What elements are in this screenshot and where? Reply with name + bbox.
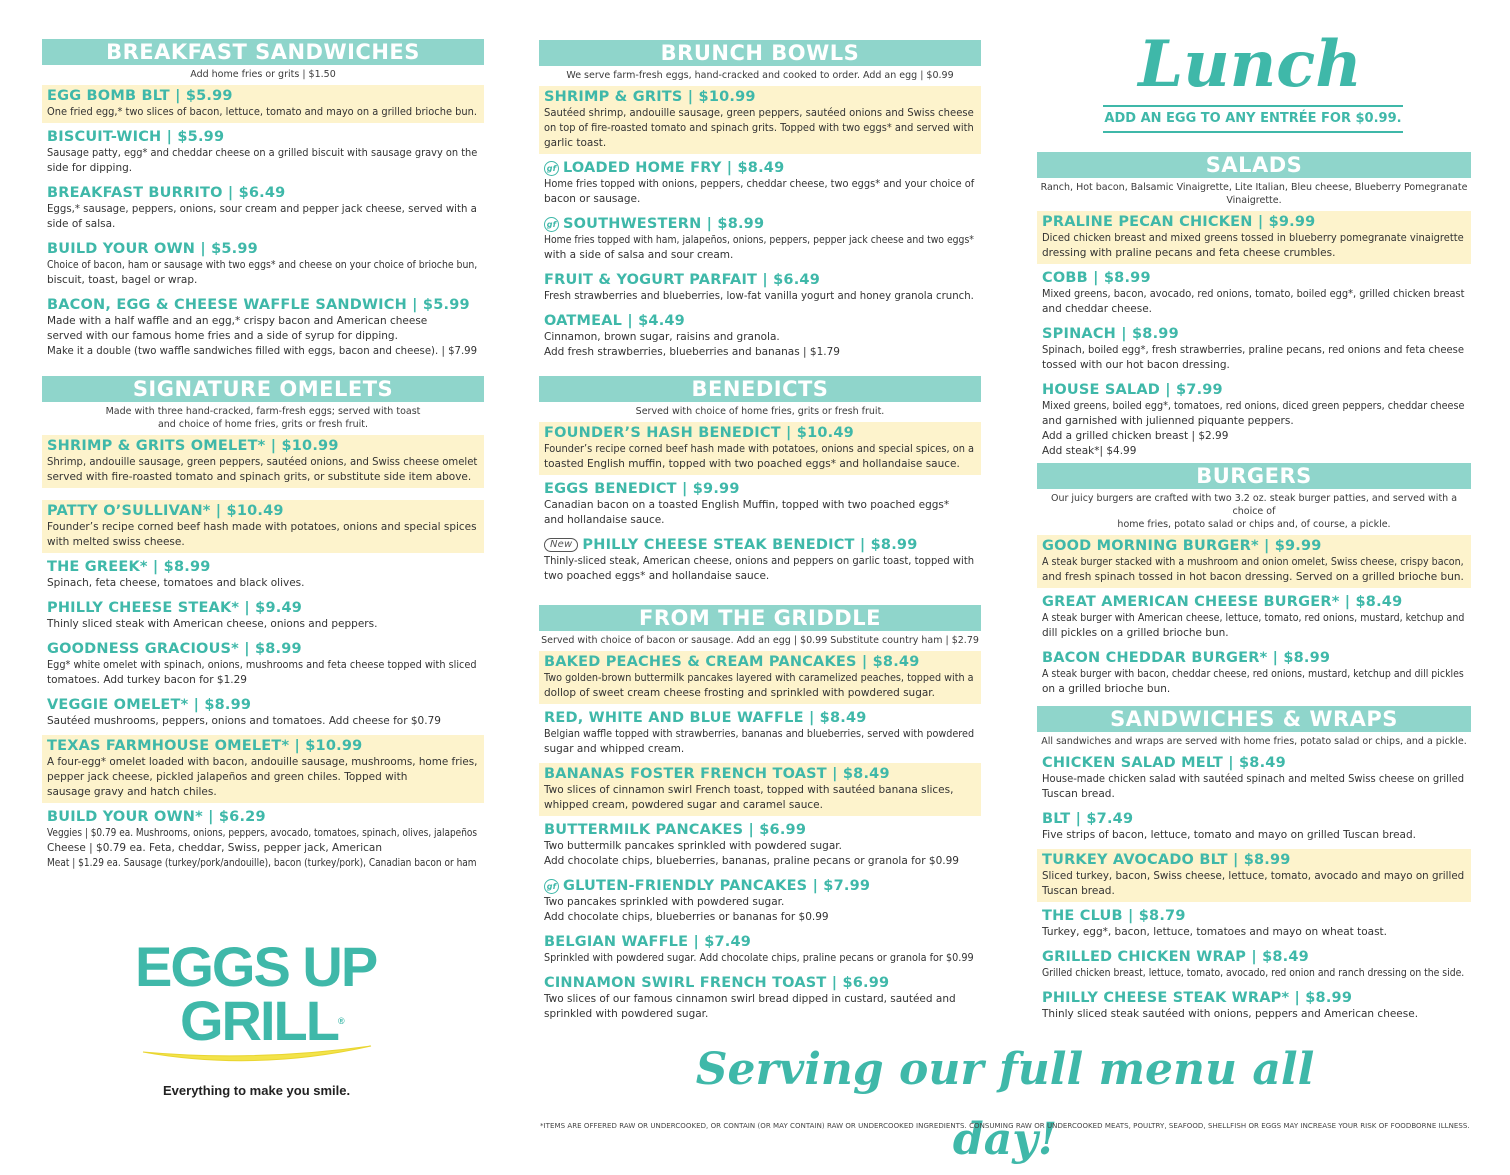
menu-item bbox=[42, 85, 484, 123]
description-line: sugar and whipped cream. bbox=[544, 743, 685, 755]
section-note: Add home fries or grits | $1.50 bbox=[190, 69, 336, 80]
menu-item-description bbox=[47, 202, 479, 232]
eggs-up-grill-logo bbox=[135, 935, 395, 1066]
menu-item bbox=[539, 707, 981, 760]
menu-item-title: PHILLY CHEESE STEAK BENEDICT | $8.99 bbox=[582, 537, 918, 553]
gluten-friendly-icon: gf bbox=[544, 217, 559, 232]
menu-item-description bbox=[1042, 343, 1466, 373]
menu-item bbox=[539, 875, 981, 928]
new-badge: New bbox=[544, 538, 578, 552]
description-line: Thinly sliced steak with American cheese, onions and peppers. bbox=[47, 618, 378, 630]
description-line: bacon or sausage. bbox=[544, 193, 641, 205]
menu-item-description bbox=[47, 755, 479, 800]
menu-item-title: RED, WHITE AND BLUE WAFFLE | $8.49 bbox=[544, 710, 867, 726]
menu-item-name bbox=[544, 480, 740, 498]
menu-item-name bbox=[544, 159, 784, 177]
section-title: BURGERS bbox=[1037, 463, 1471, 489]
gluten-friendly-icon: gf bbox=[544, 879, 559, 894]
menu-item-description bbox=[544, 330, 976, 360]
description-line: Egg* white omelet with spinach, onions, mushrooms and feta cheese topped with sliced bbox=[47, 659, 477, 671]
menu-item-description bbox=[544, 498, 976, 528]
description-line: whipped cream, powdered sugar and caramel sauce. bbox=[544, 799, 823, 811]
menu-item-name bbox=[544, 709, 867, 727]
menu-item-name bbox=[544, 765, 890, 783]
lunch-subtitle: ADD AN EGG TO ANY ENTRÉE FOR $0.99. bbox=[1103, 105, 1403, 133]
menu-item-description bbox=[1042, 772, 1466, 802]
section-note: Made with three hand-cracked, farm-fresh eggs; served with toast and choice of home fries, grits or fresh fruit. bbox=[105, 406, 421, 430]
description-line: biscuit, toast, bagel or wrap. bbox=[47, 274, 198, 286]
menu-item bbox=[1037, 905, 1471, 943]
description-line: Made with a half waffle and an egg,* crispy bacon and American cheese bbox=[47, 315, 428, 327]
menu-item-name bbox=[47, 128, 224, 146]
description-line: toasted English muffin, topped with two poached eggs* and hollandaise sauce. bbox=[544, 458, 960, 470]
description-line: Sautéed shrimp, andouille sausage, green peppers, sautéed onions and Swiss cheese bbox=[544, 107, 974, 119]
menu-item-description bbox=[1042, 869, 1466, 899]
description-line: Turkey, egg*, bacon, lettuce, tomatoes and mayo on wheat toast. bbox=[1042, 926, 1388, 938]
menu-item bbox=[42, 294, 484, 362]
menu-item bbox=[42, 597, 484, 635]
description-line: Make it a double (two waffle sandwiches filled with eggs, bacon and cheese). | $7.99 bbox=[47, 345, 478, 357]
description-line: Home fries topped with ham, jalapeños, onions, peppers, pepper jack cheese and two eggs* bbox=[544, 234, 974, 246]
menu-item bbox=[539, 651, 981, 704]
menu-item bbox=[539, 213, 981, 266]
menu-item-description bbox=[544, 783, 976, 813]
description-line: A steak burger stacked with a mushroom and onion omelet, Swiss cheese, crispy bacon, bbox=[1042, 556, 1464, 568]
menu-item bbox=[539, 422, 981, 475]
menu-item-title: GLUTEN-FRIENDLY PANCAKES | $7.99 bbox=[563, 878, 871, 894]
menu-item-name bbox=[1042, 754, 1286, 772]
menu-item-title: PRALINE PECAN CHICKEN | $9.99 bbox=[1042, 214, 1316, 230]
menu-item-name bbox=[1042, 213, 1315, 231]
description-line: Founder’s recipe corned beef hash made with potatoes, onions and special spices, on a bbox=[544, 443, 975, 455]
description-line: and hollandaise sauce. bbox=[544, 514, 665, 526]
menu-item-title: OATMEAL | $4.49 bbox=[544, 313, 685, 329]
description-line: sausage gravy and hatch chiles. bbox=[47, 786, 217, 798]
menu-item-title: BACON CHEDDAR BURGER* | $8.99 bbox=[1042, 650, 1331, 666]
description-line: Add steak*| $4.99 bbox=[1042, 445, 1137, 457]
description-line: garlic toast. bbox=[544, 137, 607, 149]
menu-item bbox=[539, 478, 981, 531]
menu-item-name bbox=[544, 877, 870, 895]
description-line: Add chocolate chips, blueberries, bananas, praline pecans or granola for $0.99 bbox=[544, 855, 959, 867]
menu-item-name bbox=[1042, 381, 1223, 399]
description-line: A four-egg* omelet loaded with bacon, andouille sausage, mushrooms, home fries, bbox=[47, 756, 478, 768]
description-line: Diced chicken breast and mixed greens tossed in blueberry pomegranate vinaigrette bbox=[1042, 232, 1464, 244]
description-line: Two buttermilk pancakes sprinkled with powdered sugar. bbox=[544, 840, 842, 852]
menu-item-title: FRUIT & YOGURT PARFAIT | $6.49 bbox=[544, 272, 820, 288]
description-line: Two golden-brown buttermilk pancakes layered with caramelized peaches, topped with a bbox=[544, 672, 974, 684]
description-line: Thinly sliced steak sautéed with onions, peppers and American cheese. bbox=[1042, 1008, 1419, 1020]
menu-item-description bbox=[544, 106, 976, 151]
menu-item-title: CHICKEN SALAD MELT | $8.49 bbox=[1042, 755, 1286, 771]
description-line: tossed with our hot bacon dressing. bbox=[1042, 359, 1230, 371]
description-line: Founder’s recipe corned beef hash made with potatoes, onions and special spices bbox=[47, 521, 477, 533]
menu-item-title: BLT | $7.49 bbox=[1042, 811, 1134, 827]
menu-item-title: EGG BOMB BLT | $5.99 bbox=[47, 88, 233, 104]
menu-item-title: COBB | $8.99 bbox=[1042, 270, 1151, 286]
description-line: Canadian bacon on a toasted English Muffin, topped with two poached eggs* bbox=[544, 499, 950, 511]
menu-item-description bbox=[1042, 231, 1466, 261]
menu-item bbox=[1037, 591, 1471, 644]
description-line: pepper jack cheese, pickled jalapeños and green chiles. Topped with bbox=[47, 771, 408, 783]
menu-item-name bbox=[1042, 907, 1186, 925]
menu-item-title: BISCUIT-WICH | $5.99 bbox=[47, 129, 225, 145]
menu-item-description bbox=[1042, 966, 1466, 981]
description-line: with a side of salsa and sour cream. bbox=[544, 249, 734, 261]
menu-section-from-the-griddle bbox=[539, 605, 981, 1028]
menu-item-title: BANANAS FOSTER FRENCH TOAST | $8.49 bbox=[544, 766, 890, 782]
menu-item bbox=[539, 931, 981, 969]
logo-line-1: EGGS UP bbox=[135, 935, 377, 998]
description-line: Sliced turkey, bacon, Swiss cheese, lettuce, tomato, avocado and mayo on grilled bbox=[1042, 870, 1465, 882]
menu-item-description bbox=[47, 617, 479, 632]
menu-item bbox=[1037, 535, 1471, 588]
menu-item-description bbox=[544, 671, 976, 701]
menu-item-title: GRILLED CHICKEN WRAP | $8.49 bbox=[1042, 949, 1309, 965]
section-note: Ranch, Hot bacon, Balsamic Vinaigrette, Lite Italian, Bleu cheese, Blueberry Pomegranate Vinaigrette. bbox=[1040, 182, 1468, 206]
menu-item bbox=[1037, 808, 1471, 846]
description-line: Mixed greens, boiled egg*, tomatoes, red onions, diced green peppers, cheddar cheese bbox=[1042, 400, 1465, 412]
description-line: Eggs,* sausage, peppers, onions, sour cream and pepper jack cheese, served with a bbox=[47, 203, 477, 215]
menu-item-name bbox=[47, 87, 233, 105]
description-line: served with our famous home fries and a side of syrup for dipping. bbox=[47, 330, 398, 342]
menu-item-title: BUILD YOUR OWN | $5.99 bbox=[47, 241, 258, 257]
menu-item-title: SHRIMP & GRITS | $10.99 bbox=[544, 89, 756, 105]
menu-item bbox=[42, 435, 484, 488]
menu-item-title: THE CLUB | $8.79 bbox=[1042, 908, 1186, 924]
menu-item bbox=[42, 735, 484, 803]
description-line: Spinach, boiled egg*, fresh strawberries, praline pecans, red onions and feta cheese bbox=[1042, 344, 1464, 356]
menu-item bbox=[539, 86, 981, 154]
menu-item-title: THE GREEK* | $8.99 bbox=[47, 559, 211, 575]
description-line: Thinly-sliced steak, American cheese, onions and peppers on garlic toast, topped with bbox=[544, 555, 975, 567]
menu-item bbox=[539, 269, 981, 307]
menu-item-title: LOADED HOME FRY | $8.49 bbox=[563, 160, 785, 176]
registered-mark: ® bbox=[337, 1016, 345, 1026]
menu-item-title: VEGGIE OMELET* | $8.99 bbox=[47, 697, 252, 713]
menu-item-title: GOOD MORNING BURGER* | $9.99 bbox=[1042, 538, 1322, 554]
menu-item bbox=[42, 556, 484, 594]
menu-item-title: PHILLY CHEESE STEAK WRAP* | $8.99 bbox=[1042, 990, 1353, 1006]
description-line: Meat | $1.29 ea. Sausage (turkey/pork/andouille), bacon (turkey/pork), Canadian bacon or ham bbox=[47, 857, 477, 869]
section-title: SANDWICHES & WRAPS bbox=[1037, 706, 1471, 732]
menu-item-title: BREAKFAST BURRITO | $6.49 bbox=[47, 185, 286, 201]
menu-item bbox=[1037, 946, 1471, 984]
menu-item-name bbox=[47, 640, 302, 658]
menu-item bbox=[1037, 379, 1471, 462]
menu-item-title: PATTY O’SULLIVAN* | $10.49 bbox=[47, 503, 284, 519]
menu-item-name bbox=[47, 184, 285, 202]
menu-item-description bbox=[544, 727, 976, 757]
menu-item-name bbox=[1042, 593, 1402, 611]
description-line: Spinach, feta cheese, tomatoes and black olives. bbox=[47, 577, 305, 589]
menu-item-description bbox=[544, 554, 976, 584]
menu-item-name bbox=[47, 808, 266, 826]
menu-item-description bbox=[544, 895, 976, 925]
section-title: BREAKFAST SANDWICHES bbox=[42, 39, 484, 65]
menu-item-name bbox=[544, 536, 918, 554]
menu-item-title: BACON, EGG & CHEESE WAFFLE SANDWICH | $5.99 bbox=[47, 297, 470, 313]
menu-item-title: SPINACH | $8.99 bbox=[1042, 326, 1179, 342]
menu-item-description bbox=[1042, 828, 1466, 843]
section-note: We serve farm-fresh eggs, hand-cracked and cooked to order. Add an egg | $0.99 bbox=[566, 70, 954, 81]
menu-item-name bbox=[544, 933, 751, 951]
menu-item bbox=[539, 763, 981, 816]
description-line: and cheddar cheese. bbox=[1042, 303, 1153, 315]
description-line: Sprinkled with powdered sugar. Add chocolate chips, praline pecans or granola for $0.99 bbox=[544, 952, 974, 964]
menu-item-title: SHRIMP & GRITS OMELET* | $10.99 bbox=[47, 438, 339, 454]
menu-item-description bbox=[47, 105, 479, 120]
menu-item-name bbox=[47, 599, 302, 617]
raw-food-disclaimer: *ITEMS ARE OFFERED RAW OR UNDERCOOKED, OR CONTAIN (OR MAY CONTAIN) RAW OR UNDERCOOKED INGREDIENTS. CONSUMING RAW OR UNDERCOOKED MEATS, POULTRY, SEAFOOD, SHELLFISH OR EGGS MAY INCREASE YOUR RISK OF FOODBORNE ILLNESS. bbox=[540, 1121, 1470, 1130]
menu-item bbox=[539, 534, 981, 587]
menu-item-description bbox=[1042, 399, 1466, 459]
description-line: two poached eggs* and hollandaise sauce. bbox=[544, 570, 770, 582]
menu-item-name bbox=[544, 974, 889, 992]
description-line: Add a grilled chicken breast | $2.99 bbox=[1042, 430, 1229, 442]
menu-item-description bbox=[47, 146, 479, 176]
description-line: and fresh spinach tossed in hot bacon dressing. Served on a grilled brioche bun. bbox=[1042, 571, 1464, 583]
menu-item bbox=[1037, 211, 1471, 264]
description-line: Choice of bacon, ham or sausage with two eggs* and cheese on your choice of brioche bun, bbox=[47, 259, 478, 271]
menu-item-name bbox=[47, 296, 470, 314]
section-title: BENEDICTS bbox=[539, 376, 981, 402]
description-line: Veggies | $0.79 ea. Mushrooms, onions, peppers, avocado, tomatoes, spinach, olives, jalapeños bbox=[47, 827, 478, 839]
description-line: Shrimp, andouille sausage, green peppers, sautéed onions, and Swiss cheese omelet bbox=[47, 456, 478, 468]
menu-item-name bbox=[47, 737, 362, 755]
menu-item bbox=[539, 819, 981, 872]
menu-item-description bbox=[544, 992, 976, 1022]
menu-item-description bbox=[1042, 287, 1466, 317]
menu-item bbox=[1037, 647, 1471, 700]
menu-section-signature-omelets bbox=[42, 376, 484, 877]
menu-item-name bbox=[47, 558, 211, 576]
description-line: Fresh strawberries and blueberries, low-fat vanilla yogurt and honey granola crunch. bbox=[544, 290, 974, 302]
menu-item bbox=[539, 157, 981, 210]
description-line: dressing with praline pecans and feta cheese crumbles. bbox=[1042, 247, 1336, 259]
menu-section-sandwiches-wraps bbox=[1037, 706, 1471, 1028]
menu-section-benedicts bbox=[539, 376, 981, 590]
menu-item-description bbox=[544, 442, 976, 472]
menu-item bbox=[42, 694, 484, 732]
menu-item-name bbox=[544, 424, 854, 442]
menu-item-name bbox=[544, 215, 764, 233]
menu-item-description bbox=[1042, 1007, 1466, 1022]
menu-item-description bbox=[1042, 555, 1466, 585]
section-note: Served with choice of bacon or sausage. Add an egg | $0.99 Substitute country ham | $2.79 bbox=[541, 635, 979, 646]
menu-item-description bbox=[1042, 667, 1466, 697]
menu-section-brunch-bowls bbox=[539, 40, 981, 366]
menu-item-name bbox=[1042, 269, 1151, 287]
menu-item-description bbox=[1042, 925, 1466, 940]
description-line: Cinnamon, brown sugar, raisins and granola. bbox=[544, 331, 780, 343]
menu-item-description bbox=[47, 258, 479, 288]
menu-item-name bbox=[1042, 989, 1352, 1007]
description-line: and garnished with julienned piquante peppers. bbox=[1042, 415, 1294, 427]
menu-item bbox=[1037, 987, 1471, 1025]
menu-item-title: TURKEY AVOCADO BLT | $8.99 bbox=[1042, 852, 1291, 868]
description-line: Two pancakes sprinkled with powdered sugar. bbox=[544, 896, 785, 908]
menu-item bbox=[42, 806, 484, 874]
description-line: side of salsa. bbox=[47, 218, 116, 230]
menu-item-name bbox=[544, 312, 685, 330]
menu-item bbox=[539, 972, 981, 1025]
menu-item-name bbox=[47, 240, 258, 258]
description-line: dill pickles on a grilled brioche bun. bbox=[1042, 627, 1229, 639]
menu-item bbox=[42, 182, 484, 235]
lunch-title: Lunch bbox=[1138, 27, 1362, 102]
description-line: dollop of sweet cream cheese frosting and sprinkled with powdered sugar. bbox=[544, 687, 936, 699]
menu-item-title: CINNAMON SWIRL FRENCH TOAST | $6.99 bbox=[544, 975, 890, 991]
menu-item bbox=[1037, 752, 1471, 805]
menu-item-title: BELGIAN WAFFLE | $7.49 bbox=[544, 934, 752, 950]
menu-item-name bbox=[47, 437, 339, 455]
description-line: on a grilled brioche bun. bbox=[1042, 683, 1171, 695]
menu-item-title: BUTTERMILK PANCAKES | $6.99 bbox=[544, 822, 807, 838]
menu-item-name bbox=[1042, 649, 1330, 667]
menu-item-description bbox=[47, 455, 479, 485]
description-line: Home fries topped with onions, peppers, cheddar cheese, two eggs* and your choice of bbox=[544, 178, 975, 190]
menu-section-salads bbox=[1037, 152, 1471, 465]
section-title: SALADS bbox=[1037, 152, 1471, 178]
description-line: Tuscan bread. bbox=[1042, 885, 1115, 897]
description-line: Five strips of bacon, lettuce, tomato and mayo on grilled Tuscan bread. bbox=[1042, 829, 1416, 841]
description-line: One fried egg,* two slices of bacon, lettuce, tomato and mayo on a grilled brioche bun. bbox=[47, 106, 477, 118]
description-line: House-made chicken salad with sautéed spinach and melted Swiss cheese on grilled bbox=[1042, 773, 1465, 785]
description-line: A steak burger with American cheese, lettuce, tomato, red onions, mustard, ketchup and bbox=[1042, 612, 1465, 624]
description-line: Sausage patty, egg* and cheddar cheese on a grilled biscuit with sausage gravy on the bbox=[47, 147, 478, 159]
menu-item-name bbox=[1042, 851, 1291, 869]
menu-item bbox=[42, 238, 484, 291]
menu-item-title: SOUTHWESTERN | $8.99 bbox=[563, 216, 765, 232]
description-line: Belgian waffle topped with strawberries, bananas and blueberries, served with powdered bbox=[544, 728, 975, 740]
menu-item-description bbox=[47, 314, 479, 359]
menu-item-name bbox=[1042, 325, 1179, 343]
description-line: Sautéed mushrooms, peppers, onions and tomatoes. Add cheese for $0.79 bbox=[47, 715, 441, 727]
menu-item bbox=[1037, 323, 1471, 376]
description-line: Add fresh strawberries, blueberries and bananas | $1.79 bbox=[544, 346, 840, 358]
menu-item-name bbox=[1042, 810, 1133, 828]
menu-item-title: FOUNDER’S HASH BENEDICT | $10.49 bbox=[544, 425, 854, 441]
gluten-friendly-icon: gf bbox=[544, 161, 559, 176]
menu-item-description bbox=[47, 826, 479, 871]
menu-item-description bbox=[47, 714, 479, 729]
menu-item-description bbox=[544, 233, 976, 263]
menu-section-burgers bbox=[1037, 463, 1471, 703]
menu-item-description bbox=[47, 576, 479, 591]
menu-item-title: EGGS BENEDICT | $9.99 bbox=[544, 481, 740, 497]
menu-item bbox=[42, 638, 484, 691]
menu-item bbox=[1037, 849, 1471, 902]
section-note: Our juicy burgers are crafted with two 3.2 oz. steak burger patties, and served with a choice of home fries, potato salad or chips and, of course, a pickle. bbox=[1050, 493, 1458, 530]
description-line: Add chocolate chips, blueberries or bananas for $0.99 bbox=[544, 911, 829, 923]
logo-line-2-text: GRILL bbox=[180, 989, 338, 1052]
logo-tagline: Everything to make you smile. bbox=[163, 1083, 351, 1098]
description-line: Cheese | $0.79 ea. Feta, cheddar, Swiss, pepper jack, American bbox=[47, 842, 383, 854]
menu-item-description bbox=[47, 520, 479, 550]
menu-item-title: GOODNESS GRACIOUS* | $8.99 bbox=[47, 641, 302, 657]
section-title: SIGNATURE OMELETS bbox=[42, 376, 484, 402]
description-line: with melted swiss cheese. bbox=[47, 536, 185, 548]
menu-item-title: TEXAS FARMHOUSE OMELET* | $10.99 bbox=[47, 738, 363, 754]
description-line: Two slices of our famous cinnamon swirl bread dipped in custard, sautéed and bbox=[544, 993, 956, 1005]
menu-item-description bbox=[544, 177, 976, 207]
section-title: BRUNCH BOWLS bbox=[539, 40, 981, 66]
description-line: on top of fire-roasted tomato and spinach grits. Topped with two eggs* and served with bbox=[544, 122, 974, 134]
menu-item bbox=[539, 310, 981, 363]
menu-item-description bbox=[1042, 611, 1466, 641]
menu-item-name bbox=[544, 653, 920, 671]
section-note: All sandwiches and wraps are served with home fries, potato salad or chips, and a pickle. bbox=[1041, 736, 1467, 747]
menu-item-name bbox=[47, 502, 284, 520]
description-line: served with fire-roasted tomato and spinach grits, or substitute side item above. bbox=[47, 471, 472, 483]
menu-item-name bbox=[544, 821, 806, 839]
menu-item-description bbox=[544, 951, 976, 966]
description-line: side for dipping. bbox=[47, 162, 133, 174]
section-title: FROM THE GRIDDLE bbox=[539, 605, 981, 631]
menu-item-description bbox=[544, 839, 976, 869]
menu-item-name bbox=[47, 696, 251, 714]
description-line: Grilled chicken breast, lettuce, tomato, avocado, red onion and ranch dressing on the side. bbox=[1042, 967, 1465, 979]
logo-line-2 bbox=[135, 989, 395, 1052]
menu-item-title: BUILD YOUR OWN* | $6.29 bbox=[47, 809, 266, 825]
menu-item bbox=[1037, 267, 1471, 320]
description-line: Two slices of cinnamon swirl French toast, topped with sautéed banana slices, bbox=[544, 784, 954, 796]
description-line: sprinkled with powdered sugar. bbox=[544, 1008, 709, 1020]
serving-all-day-banner: Serving our full menu all day! bbox=[695, 1044, 1315, 1165]
menu-item-title: GREAT AMERICAN CHEESE BURGER* | $8.49 bbox=[1042, 594, 1403, 610]
menu-item bbox=[42, 500, 484, 553]
menu-item-description bbox=[47, 658, 479, 688]
menu-item-title: BAKED PEACHES & CREAM PANCAKES | $8.49 bbox=[544, 654, 920, 670]
menu-item-description bbox=[544, 289, 976, 304]
description-line: tomatoes. Add turkey bacon for $1.29 bbox=[47, 674, 247, 686]
menu-item-name bbox=[544, 271, 820, 289]
menu-item-name bbox=[1042, 537, 1322, 555]
menu-item-name bbox=[544, 88, 756, 106]
menu-item bbox=[42, 126, 484, 179]
section-note: Served with choice of home fries, grits or fresh fruit. bbox=[635, 406, 885, 417]
menu-item-title: PHILLY CHEESE STEAK* | $9.49 bbox=[47, 600, 303, 616]
description-line: A steak burger with bacon, cheddar cheese, red onions, mustard, ketchup and dill pickles bbox=[1042, 668, 1464, 680]
menu-item-title: HOUSE SALAD | $7.99 bbox=[1042, 382, 1223, 398]
description-line: Tuscan bread. bbox=[1042, 788, 1115, 800]
description-line: Mixed greens, bacon, avocado, red onions, tomato, boiled egg*, grilled chicken breast bbox=[1042, 288, 1465, 300]
menu-item-name bbox=[1042, 948, 1309, 966]
menu-section-breakfast-sandwiches bbox=[42, 39, 484, 365]
